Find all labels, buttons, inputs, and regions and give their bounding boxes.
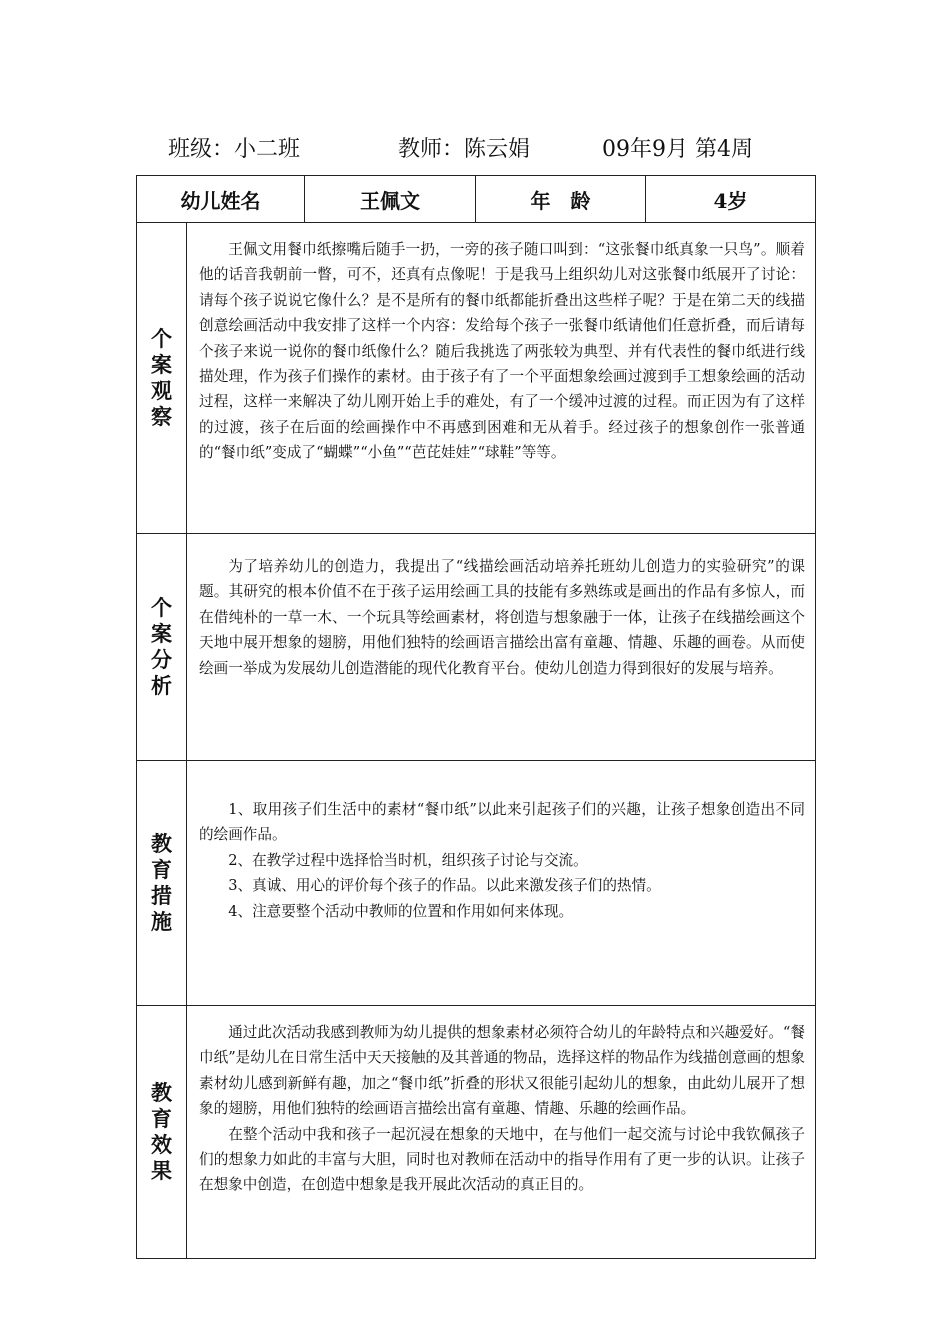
effect-content [187,1006,816,1259]
age-header: 年 龄 [476,176,646,223]
case-record-table [136,175,816,1259]
analysis-content [187,534,816,761]
week-unit: 周 [730,137,753,162]
analysis-side [137,534,187,761]
analysis-label: 个案分析 [151,595,172,698]
measures-side [137,761,187,1006]
info-row [137,176,816,223]
observation-row [137,223,816,534]
observation-label: 个案观察 [151,326,172,429]
measure-item: 2、在教学过程中选择恰当时机，组织孩子讨论与交流。 [228,851,588,869]
analysis-paragraph: 为了培养幼儿的创造力，我提出了“线描绘画活动培养托班幼儿创造力的实验研究”的课题。其研究的根本价值不在于孩子运用绘画工具的技能有多熟练或是画出的作品有多惊人，而在借纯朴的一草一木、一个玩具等绘画素材，将创造与想象融于一体，让孩子在线描绘画这个天地中展开想象的翅膀，用他们独特的绘画语言描绘出富有童趣、情趣、乐趣的画卷。从而使绘画一举成为发展幼儿创造潜能的现代化教育平台。使幼儿创造力得到很好的发展与培养。 [199,558,805,677]
observation-content [187,223,816,534]
effect-paragraph: 在整个活动中我和孩子一起沉浸在想象的天地中，在与他们一起交流与讨论中我钦佩孩子们的想象力如此的丰富与大胆，同时也对教师在活动中的指导作用有了更一步的认识。让孩子在想象中创造，在创造中想象是我开展此次活动的真正目的。 [199,1125,805,1194]
effect-side [137,1006,187,1259]
class-label: 班级：小二班 [168,137,301,162]
date-week-label [602,134,753,166]
document-header [0,134,950,166]
measure-item: 1、取用孩子们生活中的素材“餐巾纸”以此来引起孩子们的兴趣，让孩子想象创造出不同的绘画作品。 [199,801,805,844]
measures-label: 教育措施 [151,831,172,934]
observation-side [137,223,187,534]
teacher-label: 教师：陈云娟 [398,137,531,162]
analysis-row [137,534,816,761]
name-header: 幼儿姓名 [137,176,305,223]
effect-paragraph: 通过此次活动我感到教师为幼儿提供的想象素材必须符合幼儿的年龄特点和兴趣爱好。“餐巾纸”是幼儿在日常生活中天天接触的及其普通的物品，选择这样的物品作为线描创意画的想象素材幼儿感到新鲜有趣，加之“餐巾纸”折叠的形状又很能引起幼儿的想象，由此幼儿展开了想象的翅膀，用他们独特的绘画语言描绘出富有童趣、情趣、乐趣的绘画作品。 [199,1024,805,1118]
observation-paragraph: 王佩文用餐巾纸擦嘴后随手一扔，一旁的孩子随口叫到：“这张餐巾纸真象一只鸟”。顺着他的话音我朝前一瞥，可不，还真有点像呢！于是我马上组织幼儿对这张餐巾纸展开了讨论：请每个孩子说说它像什么？是不是所有的餐巾纸都能折叠出这些样子呢？于是在第二天的线描创意绘画活动中我安排了这样一个内容：发给每个孩子一张餐巾纸请他们任意折叠，而后请每个孩子来说一说你的餐巾纸像什么？随后我挑选了两张较为典型、并有代表性的餐巾纸进行线描处理，作为孩子们操作的素材。由于孩子有了一个平面想象绘画过渡到手工想象绘画的活动过程，这样一来解决了幼儿刚开始上手的难处，有了一个缓冲过渡的过程。而正因为有了这样的过渡，孩子在后面的绘画操作中不再感到困难和无从着手。经过孩子的想象创作一张普通的“餐巾纸”变成了“蝴蝶”“小鱼”“芭芘娃娃”“球鞋”等等。 [199,241,805,462]
measures-row [137,761,816,1006]
effect-row [137,1006,816,1259]
measures-content [187,761,816,1006]
measure-item: 4、注意要整个活动中教师的位置和作用如何来体现。 [228,902,574,920]
name-value: 王佩文 [305,176,476,223]
age-value: 4岁 [646,176,816,223]
measure-item: 3、真诚、用心的评价每个孩子的作品。以此来激发孩子们的热情。 [228,877,661,895]
date-text: 09年9月 第4 [602,137,731,162]
effect-label: 教育效果 [151,1080,172,1183]
